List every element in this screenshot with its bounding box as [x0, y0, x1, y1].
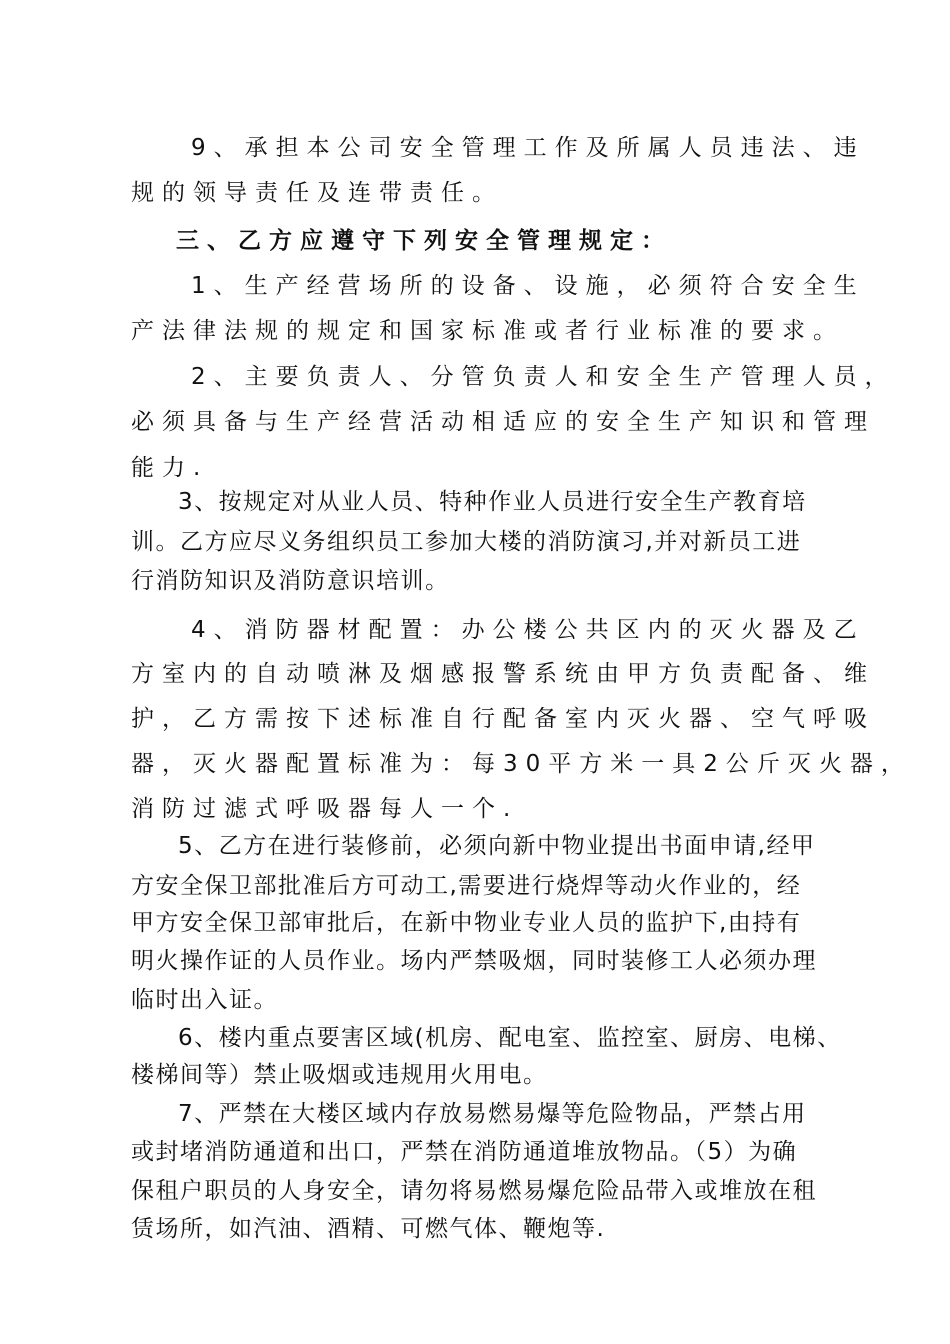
item-9-line-2: 规的领导责任及连带责任。 [131, 180, 503, 206]
item-4-line-1: 4、消防器材配置：办公楼公共区内的灭火器及乙 [191, 617, 865, 643]
item-4-line-3: 护，乙方需按下述标准自行配备室内灭火器、空气呼吸 [131, 706, 875, 732]
item-5-line-5: 临时出入证。 [131, 987, 278, 1013]
item-7-line-3: 保租户职员的人身安全，请勿将易燃易爆危险品带入或堆放在租 [131, 1178, 817, 1204]
item-6-line-1: 6、楼内重点要害区域(机房、配电室、监控室、厨房、电梯、 [178, 1025, 842, 1051]
item-4-line-4: 器，灭火器配置标准为：每30平方米一具2公斤灭火器， [131, 751, 912, 777]
item-4-line-5: 消防过滤式呼吸器每人一个. [131, 796, 519, 822]
item-1-line-1: 1、生产经营场所的设备、设施，必须符合安全生 [191, 273, 865, 299]
item-5-line-2: 方安全保卫部批准后方可动工,需要进行烧焊等动火作业的，经 [131, 873, 802, 899]
item-9-line-1: 9、承担本公司安全管理工作及所属人员违法、违 [191, 135, 865, 161]
item-7-line-4: 赁场所，如汽油、酒精、可燃气体、鞭炮等. [131, 1216, 606, 1242]
item-2-line-3: 能力. [131, 455, 209, 481]
item-7-line-1: 7、严禁在大楼区域内存放易燃易爆等危险物品，严禁占用 [178, 1101, 807, 1127]
item-5-line-4: 明火操作证的人员作业。场内严禁吸烟，同时装修工人必须办理 [131, 948, 817, 974]
item-3-line-2: 训。乙方应尽义务组织员工参加大楼的消防演习,并对新员工进 [131, 529, 802, 555]
item-6-line-2: 楼梯间等）禁止吸烟或违规用火用电。 [131, 1062, 548, 1088]
item-3-line-1: 3、按规定对从业人员、特种作业人员进行安全生产教育培 [178, 489, 807, 515]
item-3-line-3: 行消防知识及消防意识培训。 [131, 568, 450, 594]
section-3-heading: 三、乙方应遵守下列安全管理规定： [176, 228, 672, 254]
item-5-line-1: 5、乙方在进行装修前，必须向新中物业提出书面申请,经甲 [178, 833, 816, 859]
item-4-line-2: 方室内的自动喷淋及烟感报警系统由甲方负责配备、维 [131, 661, 875, 687]
item-5-line-3: 甲方安全保卫部审批后，在新中物业专业人员的监护下,由持有 [131, 910, 802, 936]
item-2-line-2: 必须具备与生产经营活动相适应的安全生产知识和管理 [131, 409, 875, 435]
item-7-line-2: 或封堵消防通道和出口，严禁在消防通道堆放物品。（5）为确 [131, 1139, 798, 1165]
item-1-line-2: 产法律法规的规定和国家标准或者行业标准的要求。 [131, 318, 844, 344]
item-2-line-1: 2、主要负责人、分管负责人和安全生产管理人员， [191, 364, 896, 390]
